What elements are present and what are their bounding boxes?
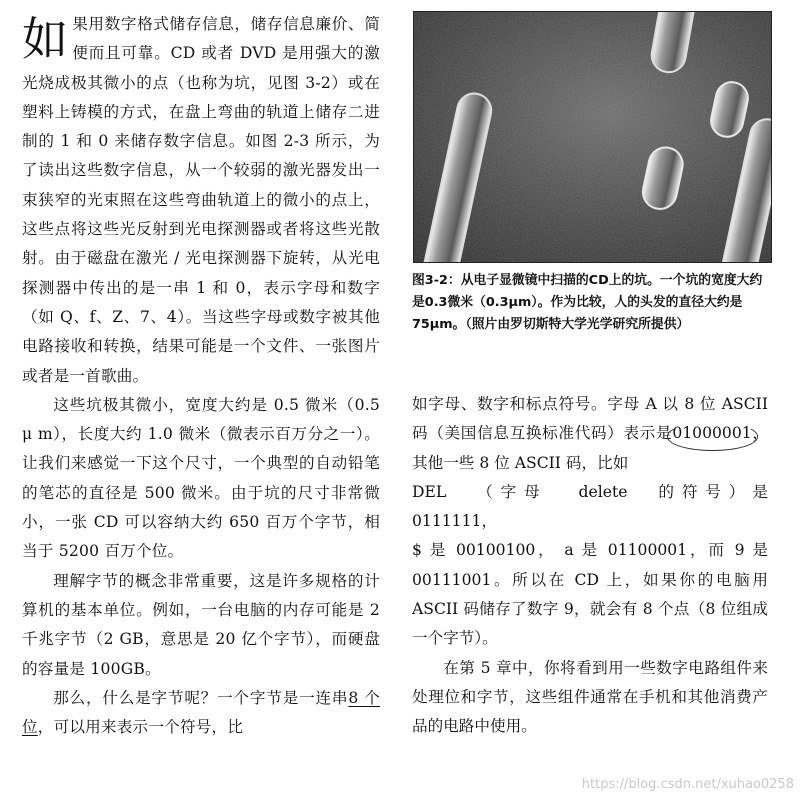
paragraph-intro	[22, 10, 380, 391]
paragraph-chapter5: 在第 5 章中，你将看到用一些数字电路组件来处理位和字节，这些组件通常在手机和其他消费产品的电路中使用。	[412, 658, 768, 736]
figure-photo	[413, 11, 772, 263]
left-column	[22, 10, 380, 742]
ascii-text-3: DEL （字母 delete 的符号）是 0111111，	[412, 482, 768, 531]
paragraph-pit-size: 这些坑极其微小，宽度大约是 0.5 微米（0.5 μ m），长度大约 1.0 微米（微表示百万分之一）。让我们来感觉一下这个尺寸，一个典型的自动铅笔的笔芯的直径是 500 微米。由于坑的尺寸非常微小，一张 CD 可以容纳大约 650 百万个字节，相当于 5200 百万个位。	[22, 395, 380, 561]
handwritten-underline: 8 个位	[22, 688, 380, 737]
figure-caption: 图3-2：从电子显微镜中扫描的CD上的坑。一个坑的宽度大约是0.3微米（0.3μm）。作为比较，人的头发的直径大约是75μm。（照片由罗切斯特大学光学研究所提供）	[412, 273, 763, 332]
byte-text-after: ，可以用来表示一个符号，比	[37, 718, 244, 737]
microscope-image	[414, 12, 771, 262]
right-column	[412, 390, 768, 742]
paragraph-what-is-byte	[22, 684, 380, 743]
paragraph-byte-concept: 理解字节的概念非常重要，这是许多规格的计算机的基本单位。例如，一台电脑的内存可能是 2 千兆字节（2 GB，意思是 20 亿个字节），而硬盘的容量是 100GB。	[22, 571, 380, 678]
watermark: https://blog.csdn.net/xuhao0258	[581, 777, 794, 792]
paragraph-ascii	[412, 390, 768, 654]
byte-text-before: 那么，什么是字节呢？一个字节是一连串	[53, 688, 349, 707]
handwritten-circle	[672, 419, 751, 448]
ascii-text-1: 如字母、数字和标点符号。字母 A 以 8 位 ASCII 码（美国信息互换标准代码）表示是	[412, 395, 768, 443]
ascii-text-2: ，其他一些 8 位 ASCII 码，比如	[412, 424, 768, 472]
dropcap: 如	[22, 12, 69, 66]
intro-text: 果用数字格式储存信息，储存信息廉价、简便而且可靠。CD 或者 DVD 是用强大的激光烧成极其微小的点（也称为坑，见图 3-2）或在塑料上铸模的方式，在盘上弯曲的轨道上储存二进制的 1 和 0 来储存数字信息。如图 2-3 所示，为了读出这些数字信息，从一个较弱的激光器发出一束狭窄的光束照在这些弯曲轨道上的微小的点上，这些点将这些光反射到光电探测器或者将这些光散射。由于磁盘在激光 / 光电探测器下旋转，从光电探测器中传出的是一串 1 和 0，表示字母和数字（如 Q、f、Z、7、4）。当这些字母或数字被其他电路接收和转换，结果可能是一个文件、一张图片或者是一首歌曲。	[22, 15, 380, 385]
circled-code: 01000001	[672, 424, 752, 443]
ascii-text-4: $ 是 00100100， a 是 01100001，而 9 是 00111001。所以在 CD 上，如果你的电脑用 ASCII 码储存了数字 9，就会有 8 个点（8 位组成一个字节）。	[412, 541, 768, 648]
